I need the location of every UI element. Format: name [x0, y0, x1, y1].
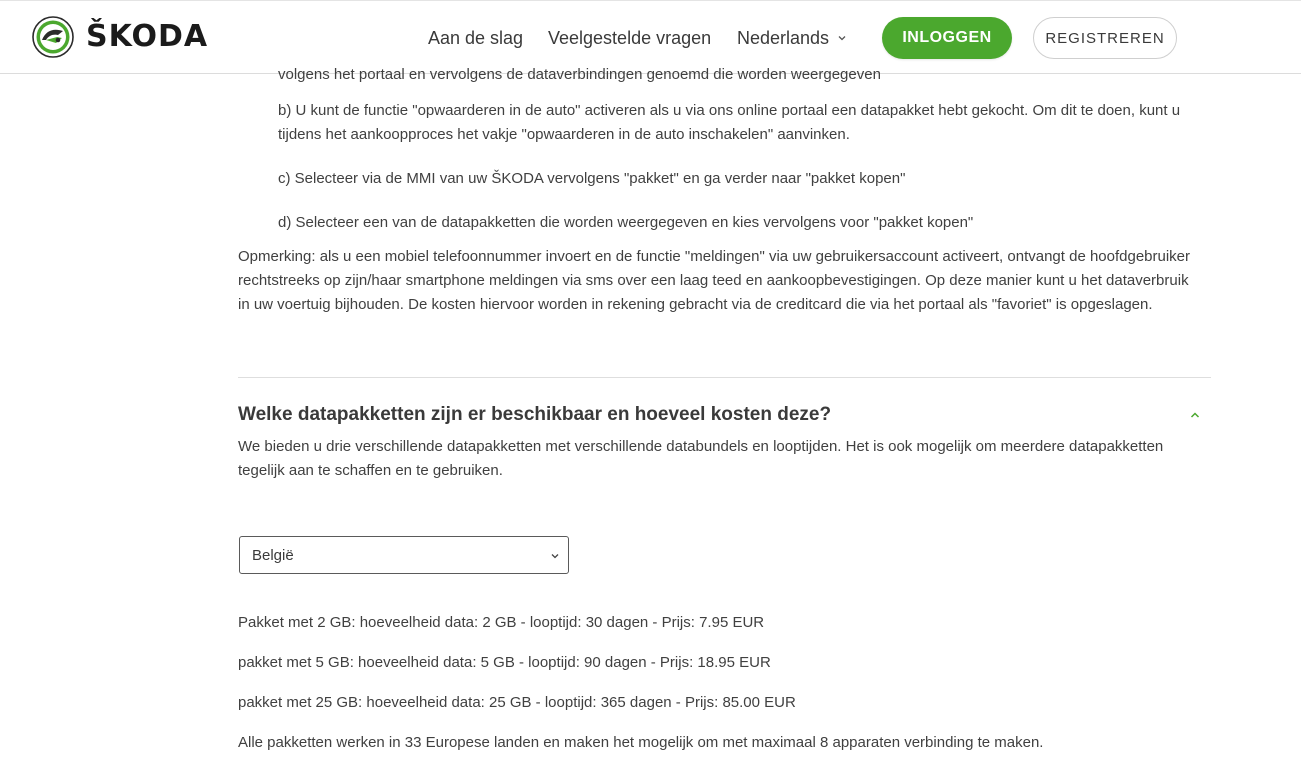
step-c-text: c) Selecteer via de MMI van uw ŠKODA vervolgens "pakket" en ga verder naar "pakket kopen"	[278, 170, 906, 187]
country-select-value: België	[252, 546, 294, 564]
collapse-toggle[interactable]	[1186, 406, 1204, 424]
package-25gb: pakket met 25 GB: hoeveelheid data: 25 GB - looptijd: 365 dagen - Prijs: 85.00 EUR	[238, 694, 796, 711]
register-button[interactable]: REGISTREREN	[1033, 17, 1177, 59]
chevron-down-icon	[837, 33, 847, 43]
skoda-winged-arrow-icon	[32, 16, 74, 58]
language-selector[interactable]	[737, 27, 847, 49]
note-text: Opmerking: als u een mobiel telefoonnummer invoert en de functie "meldingen" via uw gebruikersaccount activeert, ontvangt de hoofdgebruiker rechtstreeks op zijn/haar smartphone meldingen via sms over een laag teed en aankoopbevestigingen. Op deze manier kunt u het dataverbruik in uw voertuig bijhouden. De kosten hiervoor worden in rekening gebracht via de creditcard die via het portaal als "favoriet" is opgeslagen.	[238, 248, 1191, 313]
login-button[interactable]: INLOGGEN	[882, 17, 1012, 59]
chevron-down-icon	[550, 551, 560, 561]
section-divider	[238, 377, 1211, 378]
step-b-text: b) U kunt de functie "opwaarderen in de auto" activeren als u via ons online portaal een datapakket hebt gekocht. Om dit te doen, kunt u tijdens het aankoopproces het vakje "opwaarderen in de auto inschakelen" aanvinken.	[278, 102, 1181, 143]
package-5gb: pakket met 5 GB: hoeveelheid data: 5 GB - looptijd: 90 dagen - Prijs: 18.95 EUR	[238, 654, 771, 671]
chevron-up-icon	[1189, 409, 1201, 421]
step-d-text: d) Selecteer een van de datapakketten die worden weergegeven en kies vervolgens voor "pakket kopen"	[278, 214, 974, 231]
nav-start[interactable]: Aan de slag	[428, 28, 524, 48]
language-label: Nederlands	[737, 28, 830, 48]
faq-content	[0, 66, 1301, 778]
package-2gb: Pakket met 2 GB: hoeveelheid data: 2 GB - looptijd: 30 dagen - Prijs: 7.95 EUR	[238, 614, 765, 631]
country-select[interactable]	[239, 536, 569, 574]
faq-intro-text: We bieden u drie verschillende datapakketten met verschillende databundels en looptijden. Het is ook mogelijk om meerdere datapakketten tegelijk aan te schaffen en te gebruiken.	[238, 438, 1164, 479]
packages-footer-note: Alle pakketten werken in 33 Europese landen en maken het mogelijk om met maximaal 8 apparaten verbinding te maken.	[238, 734, 1044, 751]
faq-question-title[interactable]: Welke datapakketten zijn er beschikbaar en hoeveel kosten deze?	[238, 404, 832, 425]
skoda-logo[interactable]	[32, 15, 208, 59]
nav-faq[interactable]: Veelgestelde vragen	[548, 28, 712, 48]
partial-step-text: volgens het portaal en vervolgens de dataverbindingen genoemd die worden weergegeven	[278, 66, 881, 83]
brand-wordmark: ŠKODA	[86, 19, 209, 54]
